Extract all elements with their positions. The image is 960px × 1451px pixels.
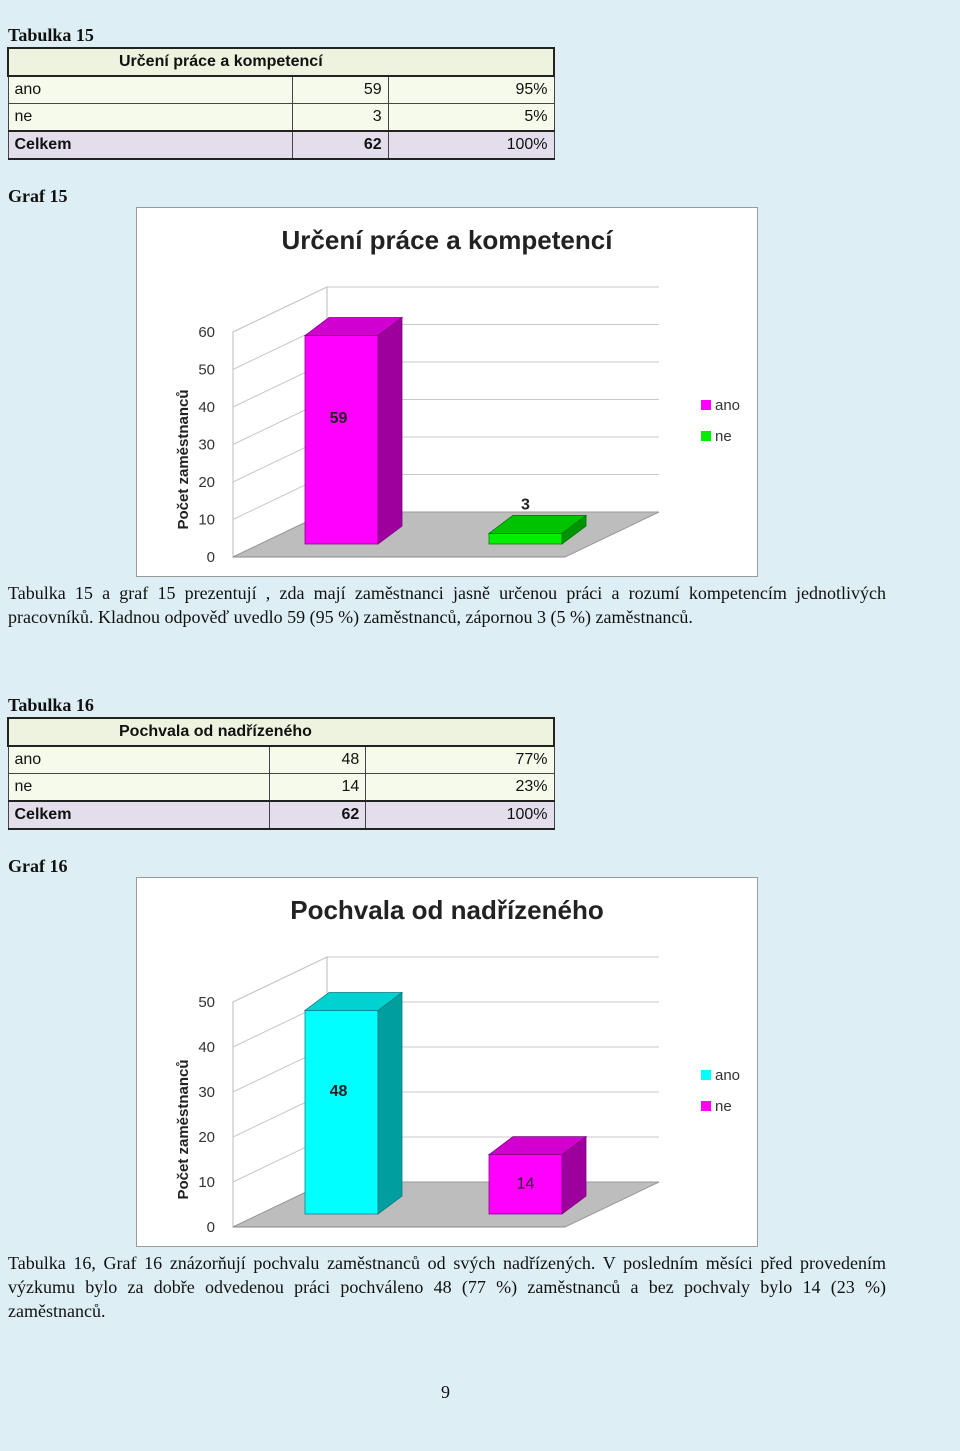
graph-16-caption: Graf 16 [8, 856, 68, 876]
chart-data-label: 59 [329, 410, 348, 428]
chart-y-tick-label: 0 [206, 549, 215, 566]
chart-y-tick-label: 10 [198, 1174, 215, 1191]
table-row [8, 76, 554, 104]
chart-y-axis-label: Počet zaměstnanců [175, 1059, 192, 1200]
chart-data-label: 3 [521, 496, 530, 514]
table-15 [7, 47, 555, 160]
table-cell-label: ano [8, 76, 292, 104]
table-row [8, 774, 554, 802]
page-number: 9 [441, 1382, 450, 1402]
table-cell-label: Celkem [8, 801, 270, 829]
chart-y-axis-label: Počet zaměstnanců [175, 389, 192, 530]
chart-title: Určení práce a kompetencí [281, 225, 613, 255]
chart-16-svg [137, 878, 757, 1246]
table-cell-count: 3 [292, 104, 388, 132]
chart-y-tick-label: 20 [198, 1129, 215, 1146]
table-cell-count: 62 [270, 801, 366, 829]
chart-y-tick-label: 20 [198, 474, 215, 491]
table-cell-percent: 100% [366, 801, 554, 829]
table-row-total [8, 131, 554, 159]
chart-y-tick-label: 10 [198, 511, 215, 529]
table-cell-label: ne [8, 104, 292, 132]
chart-16 [136, 877, 758, 1247]
table-15-caption: Tabulka 15 [8, 25, 94, 45]
legend-label: ne [715, 1098, 732, 1115]
table-16 [7, 717, 555, 830]
chart-title: Pochvala od nadřízeného [290, 895, 604, 925]
chart-bar-side [378, 992, 402, 1214]
graph-15-caption: Graf 15 [8, 186, 68, 206]
table-cell-percent: 23% [366, 774, 554, 802]
table-15-title: Určení práce a kompetencí [8, 48, 554, 76]
legend-swatch [701, 431, 711, 441]
legend-label: ano [715, 1067, 741, 1084]
chart-y-tick-label: 40 [198, 399, 215, 416]
chart-y-tick-label: 40 [198, 1039, 215, 1056]
chart-15-svg [137, 208, 757, 576]
chart-y-tick-label: 60 [198, 324, 215, 341]
legend-swatch [701, 400, 711, 410]
chart-y-tick-label: 30 [198, 436, 215, 454]
table-cell-label: ne [8, 774, 270, 802]
table-cell-percent: 5% [388, 104, 554, 132]
table-cell-count: 14 [270, 774, 366, 802]
table-cell-count: 48 [270, 746, 366, 774]
table-16-caption: Tabulka 16 [8, 695, 94, 715]
table-row [8, 746, 554, 774]
table-cell-count: 62 [292, 131, 388, 159]
table-cell-percent: 100% [388, 131, 554, 159]
chart-15 [136, 207, 758, 577]
table-16-title: Pochvala od nadřízeného [8, 718, 554, 746]
paragraph-1: Tabulka 15 a graf 15 prezentují , zda mají zaměstnanci jasně určenou práci a rozumí kompetencím jednotlivých pracovníků. Kladnou odpověď uvedlo 59 (95 %) zaměstnanců, zápornou 3 (5 %) zaměstnanců. [8, 583, 886, 627]
legend-label: ne [715, 428, 732, 445]
table-cell-label: ano [8, 746, 270, 774]
chart-y-tick-label: 50 [198, 994, 215, 1011]
chart-y-tick-label: 30 [198, 1084, 215, 1101]
chart-bar-front [305, 1010, 378, 1214]
paragraph-2: Tabulka 16, Graf 16 znázorňují pochvalu zaměstnanců od svých nadřízených. V posledním měsíci před provedením výzkumu bylo za dobře odvedenou práci pochváleno 48 (77 %) zaměstnanců a bez pochvaly bylo 14 (23 %) zaměstnanců. [8, 1253, 886, 1321]
chart-y-tick-label: 50 [198, 361, 215, 379]
table-cell-percent: 77% [366, 746, 554, 774]
legend-swatch [701, 1101, 711, 1111]
chart-data-label: 14 [516, 1175, 535, 1193]
chart-data-label: 48 [329, 1082, 348, 1100]
legend-swatch [701, 1070, 711, 1080]
chart-bar-side [378, 318, 402, 544]
chart-bar-front [305, 336, 378, 544]
chart-bar-front [489, 533, 562, 544]
table-cell-label: Celkem [8, 131, 292, 159]
legend-label: ano [715, 397, 741, 414]
table-row-total [8, 801, 554, 829]
table-row [8, 104, 554, 132]
chart-y-tick-label: 0 [206, 1219, 215, 1236]
table-cell-count: 59 [292, 76, 388, 104]
table-cell-percent: 95% [388, 76, 554, 104]
